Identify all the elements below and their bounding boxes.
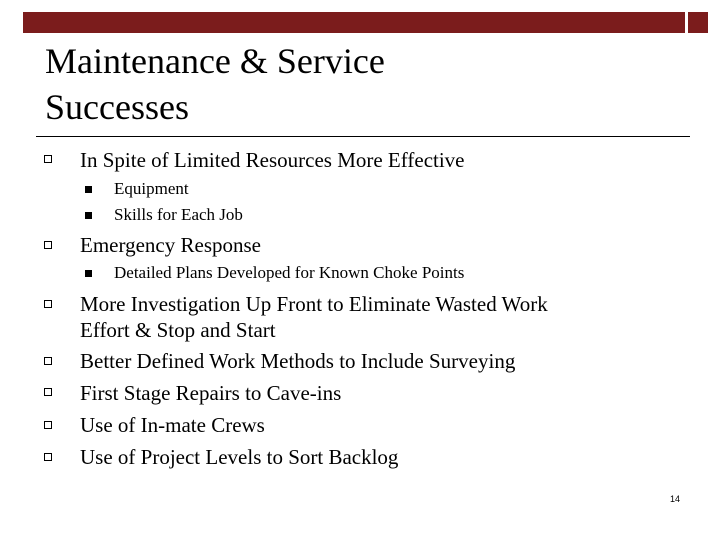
hollow-square-bullet-icon bbox=[44, 241, 52, 249]
filled-square-bullet-icon bbox=[85, 212, 92, 219]
slide-title-line-1: Maintenance & Service bbox=[45, 41, 385, 81]
hollow-square-bullet-icon bbox=[44, 155, 52, 163]
bullet-text: First Stage Repairs to Cave-ins bbox=[80, 381, 342, 405]
bullet-text: In Spite of Limited Resources More Effective bbox=[80, 148, 465, 172]
bullet-text: Use of Project Levels to Sort Backlog bbox=[80, 445, 399, 469]
filled-square-bullet-icon bbox=[85, 270, 92, 277]
sub-bullet-text: Equipment bbox=[114, 179, 189, 198]
slide-title-line-2: Successes bbox=[45, 87, 189, 127]
bullet-text-line-2: Effort & Stop and Start bbox=[80, 318, 276, 342]
hollow-square-bullet-icon bbox=[44, 421, 52, 429]
hollow-square-bullet-icon bbox=[44, 453, 52, 461]
bullet-text: Use of In-mate Crews bbox=[80, 413, 265, 437]
bullet-text-line-1: More Investigation Up Front to Eliminate Wasted Work bbox=[80, 292, 548, 316]
page-number: 14 bbox=[669, 494, 680, 504]
hollow-square-bullet-icon bbox=[44, 388, 52, 396]
hollow-square-bullet-icon bbox=[44, 300, 52, 308]
bullet-text: Emergency Response bbox=[80, 233, 261, 257]
filled-square-bullet-icon bbox=[85, 186, 92, 193]
sub-bullet-text: Detailed Plans Developed for Known Choke Points bbox=[114, 263, 465, 282]
hollow-square-bullet-icon bbox=[44, 357, 52, 365]
sub-bullet-text: Skills for Each Job bbox=[114, 205, 243, 224]
bullet-text: Better Defined Work Methods to Include Surveying bbox=[80, 349, 516, 373]
